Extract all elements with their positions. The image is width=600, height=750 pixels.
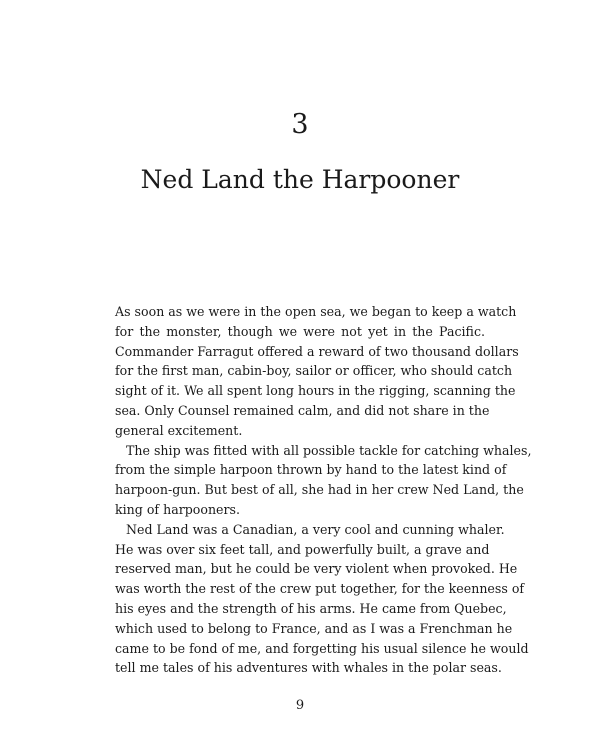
text-line: king of harpooners. (115, 501, 240, 517)
text-line: sight of it. We all spent long hours in the rigging, scanning the (115, 383, 516, 399)
text-line: As soon as we were in the open sea, we began to keep a watch (115, 304, 517, 319)
text-line: from the simple harpoon thrown by hand to the latest kind of (115, 462, 507, 478)
text-line: for the first man, cabin-boy, sailor or officer, who should catch (115, 363, 513, 379)
paragraph-3 (115, 520, 529, 678)
text-line: for the monster, though we were not yet in the Pacific. (115, 323, 485, 339)
text-line: came to be fond of me, and forgetting his usual silence he would (115, 640, 529, 656)
text-line: general excitement. (115, 422, 243, 438)
text-line: his eyes and the strength of his arms. He came from Quebec, (115, 600, 507, 616)
text-line: He was over six feet tall, and powerfully built, a grave and (115, 541, 490, 557)
paragraph-2 (115, 441, 532, 520)
text-line: reserved man, but he could be very violent when provoked. He (115, 561, 518, 577)
chapter-number: 3 (291, 109, 309, 140)
text-line: Commander Farragut offered a reward of two thousand dollars (115, 343, 519, 359)
page-number: 9 (295, 698, 305, 713)
text-line: Ned Land was a Canadian, a very cool and cunning whaler. (126, 521, 505, 537)
text-line: The ship was fitted with all possible tackle for catching whales, (126, 442, 532, 458)
text-line: tell me tales of his adventures with whales in the polar seas. (115, 660, 502, 676)
text-line: was worth the rest of the crew put together, for the keenness of (115, 581, 525, 597)
body-text (115, 302, 532, 678)
text-line: harpoon-gun. But best of all, she had in her crew Ned Land, the (115, 482, 524, 498)
chapter-title: Ned Land the Harpooner (140, 165, 460, 194)
paragraph-1 (115, 302, 519, 441)
text-line: sea. Only Counsel remained calm, and did not share in the (115, 402, 490, 418)
text-line: which used to belong to France, and as I was a Frenchman he (115, 620, 513, 636)
